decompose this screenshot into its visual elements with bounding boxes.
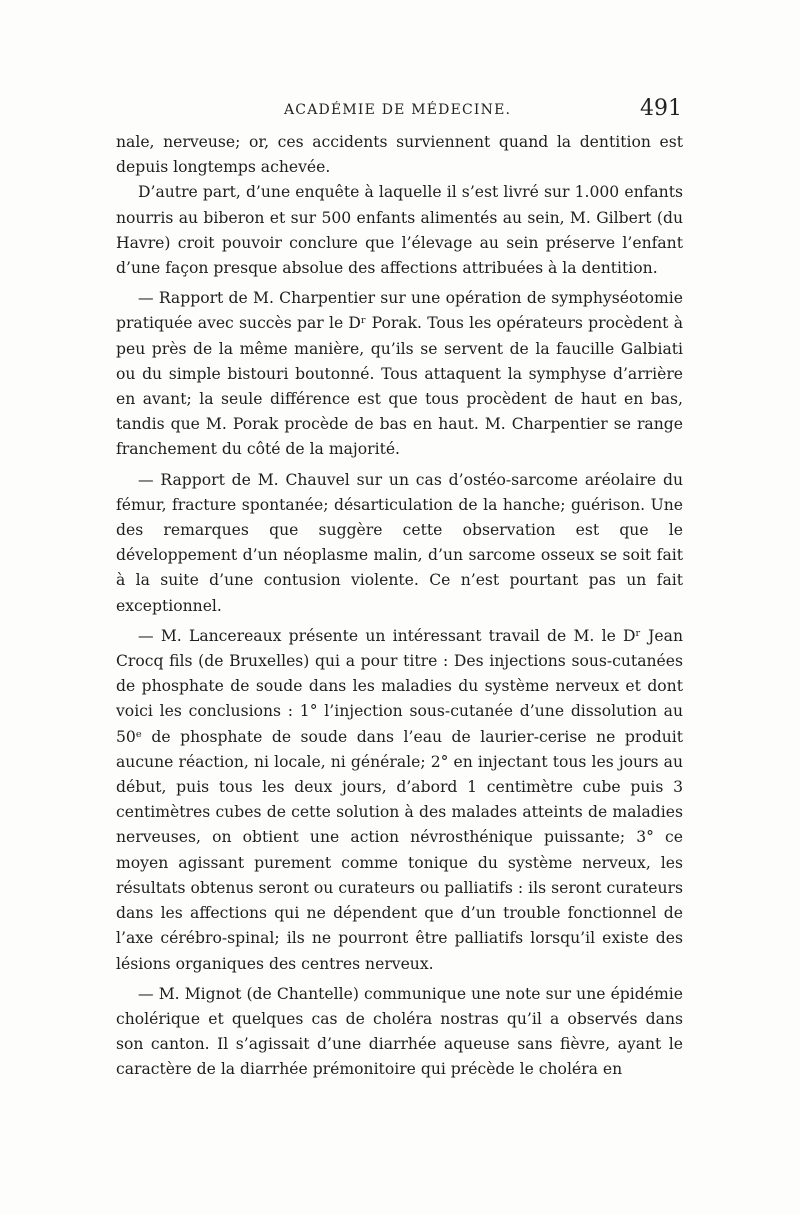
page-number: 491 bbox=[640, 96, 682, 121]
paragraph-mignot: — M. Mignot (de Chantelle) communique une note sur une épidémie cholérique et quelques cas de choléra nostras qu’il a observés dans son canton. Il s’agissait d’une diarrhée aqueuse sans fièvre, ayant le caractère de la diarrhée prémonitoire qui précède le choléra en bbox=[116, 984, 683, 1079]
paragraph-lancereaux: — M. Lancereaux présente un intéressant travail de M. le Dʳ Jean Crocq fils (de Bruxelles) qui a pour titre : Des injections sous-cutanées de phosphate de soude dans les maladies du système nerveux et dont voici les conclusions : 1° l’injection sous-cutanée d’une dissolution au 50ᵉ de phosphate de soude dans l’eau de laurier-cerise ne produit aucune réaction, ni locale, ni générale; 2° en injectant tous les jours au début, puis tous les deux jours, d’abord 1 centimètre cube puis 3 centimètres cubes de cette solution à des malades atteints de maladies nerveuses, on obtient une action névrosthénique puissante; 3° ce moyen agissant purement comme tonique du système nerveux, les résultats obtenus seront ou curateurs ou palliatifs : ils seront curateurs dans les affections qui ne dépendent que d’un trouble fonctionnel de l’axe cérébro-spinal; ils ne pourront être palliatifs lorsqu’il existe des lésions organiques des centres nerveux. bbox=[116, 626, 683, 973]
running-head: ACADÉMIE DE MÉDECINE. bbox=[284, 102, 512, 118]
paragraph-chauvel: — Rapport de M. Chauvel sur un cas d’ostéo-sarcome aréolaire du fémur, fracture spontanée; désarticulation de la hanche; guérison. Une des remarques que suggère cette observation est que le développement d’un néoplasme malin, d’un sarcome osseux se soit fait à la suite d’une contusion violente. Ce n’est pourtant pas un fait exceptionnel. bbox=[116, 470, 683, 615]
body-text bbox=[116, 130, 683, 1083]
paragraph-continuation: nale, nerveuse; or, ces accidents surviennent quand la dentition est depuis longtemps achevée. bbox=[116, 133, 683, 177]
paragraph-charpentier: — Rapport de M. Charpentier sur une opération de symphyséotomie pratiquée avec succès par le Dʳ Porak. Tous les opérateurs procèdent à peu près de la même manière, qu’ils se servent de la faucille Galbiati ou du simple bistouri boutonné. Tous attaquent la symphyse d’arrière en avant; la seule différence est que tous procèdent de haut en bas, tandis que M. Porak procède de bas en haut. M. Charpentier se range franchement du côté de la majorité. bbox=[116, 289, 683, 459]
page-header bbox=[116, 96, 684, 126]
paragraph-gilbert: D’autre part, d’une enquête à laquelle il s’est livré sur 1.000 enfants nourris au biberon et sur 500 enfants alimentés au sein, M. Gilbert (du Havre) croit pouvoir conclure que l’élevage au sein préserve l’enfant d’une façon presque absolue des affections attribuées à la dentition. bbox=[116, 183, 683, 278]
